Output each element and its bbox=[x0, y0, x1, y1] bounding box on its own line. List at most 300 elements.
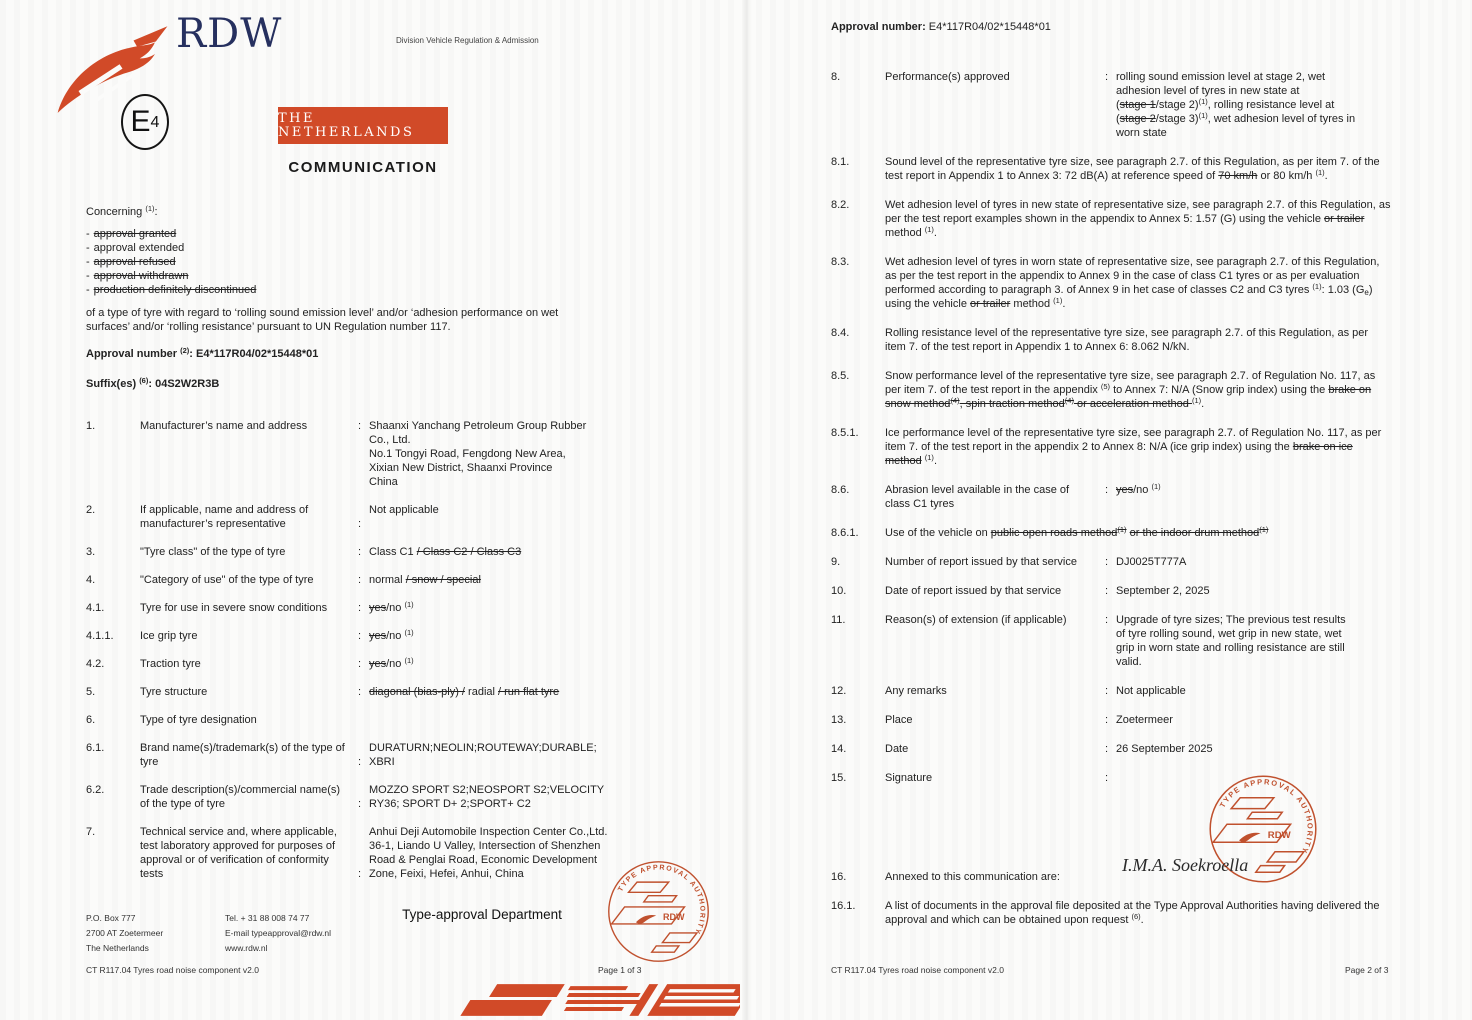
value-text bbox=[369, 433, 411, 447]
colon: : bbox=[358, 868, 362, 880]
text-segment: No.1 Tongyi Road, Fengdong New Area, bbox=[369, 448, 566, 460]
text-segment: Shaanxi Yanchang Petroleum Group Rubber bbox=[369, 420, 587, 432]
text-segment: (1) bbox=[1198, 111, 1208, 120]
text-segment: radial bbox=[465, 686, 499, 698]
netherlands-banner: THE NETHERLANDS bbox=[278, 107, 448, 144]
form-item-4-2 bbox=[86, 657, 700, 671]
text-segment: of tyre rolling sound, wet grip in new state, wet bbox=[1116, 628, 1342, 640]
text-segment: (1) bbox=[1053, 296, 1063, 305]
item-number: 6.1. bbox=[86, 742, 105, 754]
item-label: Tyre structure bbox=[140, 686, 208, 698]
text-segment: (1) bbox=[1312, 282, 1322, 291]
value-text bbox=[369, 475, 398, 489]
doc-code: CT R117.04 Tyres road noise component v2.0 bbox=[86, 965, 259, 975]
value-line bbox=[1105, 655, 1393, 669]
text-segment: Class C1 bbox=[369, 546, 417, 558]
value-line bbox=[358, 601, 700, 615]
text-segment: . bbox=[1201, 398, 1205, 410]
item-number: 6. bbox=[86, 714, 96, 726]
text-segment: (4) bbox=[1064, 396, 1074, 405]
value-text bbox=[1116, 555, 1186, 569]
text-segment: yes bbox=[369, 630, 387, 642]
value-line bbox=[358, 797, 700, 811]
text-segment: Zoetermeer bbox=[1116, 714, 1173, 726]
colon: : bbox=[358, 756, 362, 768]
value-text bbox=[369, 629, 414, 643]
text-segment: normal bbox=[369, 574, 406, 586]
text-segment: 26 September 2025 bbox=[1116, 743, 1213, 755]
page1-content bbox=[86, 205, 700, 895]
text-segment: or 80 km/h bbox=[1257, 170, 1316, 182]
value-text bbox=[369, 447, 566, 461]
division-text: Division Vehicle Regulation & Admission bbox=[396, 36, 539, 45]
footer-line: The Netherlands bbox=[86, 943, 149, 953]
form-item-11 bbox=[831, 613, 1393, 669]
item-paragraph bbox=[885, 198, 1391, 240]
form-item-8-5 bbox=[831, 369, 1393, 411]
text-segment: diagonal (bias-ply) / bbox=[369, 686, 465, 698]
value-line bbox=[358, 783, 700, 797]
form-item-4 bbox=[86, 573, 700, 587]
text-segment: (1) bbox=[404, 628, 414, 637]
text-segment: (1) bbox=[924, 453, 934, 462]
concerning-item-text: approval extended bbox=[93, 242, 185, 254]
intro-paragraph: of a type of tyre with regard to ‘rolling sound emission level’ and/or ‘adhesion performance on wet surfaces’ and/or ‘rolling resistance’ pursuant to UN Regulation number 117. bbox=[86, 307, 559, 333]
form-item-6-2 bbox=[86, 783, 700, 811]
item-value bbox=[358, 783, 700, 811]
colon: : bbox=[358, 630, 362, 642]
item-number: 4.2. bbox=[86, 658, 105, 670]
form-item-8-6 bbox=[831, 483, 1393, 511]
text-segment: (1) bbox=[1117, 525, 1127, 534]
concerning-item bbox=[86, 255, 700, 269]
page-number: Page 1 of 3 bbox=[598, 965, 642, 975]
value-text bbox=[1116, 112, 1355, 126]
item-number: 16. bbox=[831, 871, 847, 883]
value-line bbox=[1105, 483, 1393, 497]
text-segment: China bbox=[369, 476, 398, 488]
value-text bbox=[369, 503, 439, 517]
text-segment: DURATURN;NEOLIN;ROUTEWAY;DURABLE; bbox=[369, 742, 597, 754]
page-2 bbox=[748, 0, 1472, 1020]
footer-contact bbox=[225, 911, 331, 956]
colon: : bbox=[1105, 484, 1109, 496]
item-value bbox=[1105, 483, 1393, 511]
text-segment: (4) bbox=[950, 396, 960, 405]
form-item-12 bbox=[831, 684, 1393, 698]
text-segment: MOZZO SPORT S2;NEOSPORT S2;VELOCITY bbox=[369, 784, 605, 796]
item-number: 8.6. bbox=[831, 484, 850, 496]
text-segment: method bbox=[1010, 298, 1054, 310]
value-line bbox=[1105, 627, 1393, 641]
form-item-13 bbox=[831, 713, 1393, 727]
value-line bbox=[358, 573, 700, 587]
value-text bbox=[1116, 98, 1334, 112]
stamp-rdw-label: RDW bbox=[663, 911, 685, 922]
item-number: 15. bbox=[831, 772, 847, 784]
text-segment: /stage 3) bbox=[1155, 113, 1199, 125]
text-segment: (1) bbox=[924, 225, 934, 234]
item-value bbox=[358, 419, 700, 489]
item-label: Date bbox=[885, 743, 909, 755]
item-number: 1. bbox=[86, 420, 96, 432]
text-segment: (6) bbox=[1131, 912, 1141, 921]
concerning-item bbox=[86, 227, 700, 241]
item-label: Traction tyre bbox=[140, 658, 201, 670]
text-segment: valid. bbox=[1116, 656, 1142, 668]
text-segment: (1) bbox=[1259, 525, 1269, 534]
text-segment: e bbox=[1364, 288, 1369, 297]
item-paragraph bbox=[885, 326, 1391, 354]
form-item-8-6-1 bbox=[831, 526, 1393, 540]
item-number: 6.2. bbox=[86, 784, 105, 796]
item-label: Type of tyre designation bbox=[140, 714, 257, 726]
concerning-list bbox=[86, 227, 700, 297]
text-segment: ( bbox=[1116, 99, 1120, 111]
concerning-item-text: production definitely discontinued bbox=[93, 284, 257, 296]
text-segment: / Class C2 / Class C3 bbox=[416, 546, 522, 558]
form-item-6 bbox=[86, 713, 700, 727]
value-line bbox=[358, 629, 700, 643]
e4-approval-mark bbox=[121, 94, 169, 150]
colon: : bbox=[1105, 772, 1109, 784]
value-text bbox=[1116, 627, 1342, 641]
value-line bbox=[358, 741, 700, 755]
concerning-item bbox=[86, 269, 700, 283]
item-number: 8.1. bbox=[831, 156, 850, 168]
value-line bbox=[358, 839, 700, 853]
text-segment: Zone, Feixi, Hefei, Anhui, China bbox=[369, 868, 524, 880]
list-dash: - bbox=[86, 228, 90, 240]
text-segment: Road & Penglai Road, Economic Development bbox=[369, 854, 598, 866]
text-segment: , rolling resistance level at bbox=[1207, 99, 1335, 111]
text-segment: Ice performance level of the representative tyre size, see paragraph 2.7. of Regulation No. 117, as per item 7. of the test report in the appendix 2 to Annex 8: N/A (ice grip index) using the bbox=[885, 427, 1382, 453]
value-line bbox=[1105, 613, 1393, 627]
value-text bbox=[369, 545, 521, 559]
text-segment: adhesion level of tyres in new state at bbox=[1116, 85, 1300, 97]
text-segment: / snow / special bbox=[405, 574, 481, 586]
item-number: 13. bbox=[831, 714, 847, 726]
item-label: Signature bbox=[885, 772, 933, 784]
value-text bbox=[1116, 742, 1213, 756]
text-segment: Xixian New District, Shaanxi Province bbox=[369, 462, 553, 474]
footer-line: Tel. + 31 88 008 74 77 bbox=[225, 913, 310, 923]
text-segment: XBRI bbox=[369, 756, 395, 768]
text-segment: / run flat tyre bbox=[498, 686, 560, 698]
item-label: Reason(s) of extension (if applicable) bbox=[885, 614, 1067, 626]
value-text bbox=[1116, 126, 1167, 140]
value-text bbox=[1116, 655, 1142, 669]
value-text bbox=[369, 853, 597, 867]
text-segment: or the indoor drum method bbox=[1129, 527, 1260, 539]
text-segment: (1) bbox=[1151, 482, 1161, 491]
text-segment: DJ0025T777A bbox=[1116, 556, 1187, 568]
colon: : bbox=[358, 602, 362, 614]
form-item-6-1 bbox=[86, 741, 700, 769]
item-value bbox=[358, 545, 700, 559]
item-number: 8. bbox=[831, 71, 841, 83]
value-line bbox=[1105, 126, 1393, 140]
item-value bbox=[358, 629, 700, 643]
text-segment: . bbox=[1324, 170, 1328, 182]
value-line bbox=[1105, 555, 1393, 569]
colon: : bbox=[358, 574, 362, 586]
concerning-heading bbox=[86, 205, 700, 219]
item-label: Date of report issued by that service bbox=[885, 585, 1062, 597]
value-line bbox=[1105, 84, 1393, 98]
item-number: 5. bbox=[86, 686, 96, 698]
text-segment: ( bbox=[1116, 113, 1120, 125]
item-value bbox=[358, 601, 700, 615]
rdw-logotype: RDW bbox=[176, 11, 283, 57]
item-paragraph bbox=[885, 899, 1391, 927]
value-line bbox=[1105, 742, 1393, 756]
item-value bbox=[1105, 742, 1393, 756]
form-item-8-2 bbox=[831, 198, 1393, 240]
colon: : bbox=[1105, 585, 1109, 597]
text-segment: : 04S2W2R3B bbox=[148, 378, 220, 390]
text-segment: (1) bbox=[145, 204, 155, 213]
text-segment: to Annex 7: N/A (Snow grip index) using the bbox=[1110, 384, 1329, 396]
form-item-8-5-1 bbox=[831, 426, 1393, 468]
text-segment: public open roads method bbox=[990, 527, 1118, 539]
text-segment: Suffix(es) bbox=[86, 378, 140, 390]
list-dash: - bbox=[86, 256, 90, 268]
text-segment: (1) bbox=[1198, 97, 1208, 106]
e4-number: 4 bbox=[150, 114, 160, 131]
text-segment: . bbox=[933, 227, 937, 239]
value-text bbox=[369, 825, 607, 839]
item-label: Number of report issued by that service bbox=[885, 556, 1077, 568]
colon: : bbox=[1105, 714, 1109, 726]
value-line bbox=[358, 419, 700, 433]
text-segment: yes bbox=[369, 602, 387, 614]
text-segment: (1) bbox=[404, 656, 414, 665]
text-segment: , spin traction method bbox=[959, 398, 1065, 410]
list-dash: - bbox=[86, 284, 90, 296]
approval-number-line bbox=[86, 347, 700, 361]
item-value bbox=[1105, 70, 1393, 140]
item-label: Trade description(s)/commercial name(s) of the type of tyre bbox=[140, 784, 341, 810]
item-label: Manufacturer’s name and address bbox=[140, 420, 308, 432]
item-number: 12. bbox=[831, 685, 847, 697]
colon: : bbox=[358, 546, 362, 558]
colon: : bbox=[358, 658, 362, 670]
item-paragraph bbox=[885, 369, 1391, 411]
item-value bbox=[1105, 684, 1393, 698]
form-item-8-1 bbox=[831, 155, 1393, 183]
value-text bbox=[1116, 713, 1173, 727]
value-text bbox=[369, 461, 552, 475]
text-segment: brake on ice method bbox=[885, 441, 1353, 467]
value-line bbox=[1105, 684, 1393, 698]
text-segment: : bbox=[154, 206, 158, 218]
text-segment: (1) bbox=[1315, 168, 1325, 177]
form-item-4-1-1 bbox=[86, 629, 700, 643]
colon: : bbox=[358, 420, 362, 432]
item-value bbox=[358, 503, 700, 531]
footer-line: 2700 AT Zoetermeer bbox=[86, 928, 164, 938]
type-approval-stamp bbox=[602, 855, 715, 968]
item-number: 14. bbox=[831, 743, 847, 755]
text-segment: E4*117R04/02*15448*01 bbox=[928, 21, 1051, 33]
text-segment: Co., Ltd. bbox=[369, 434, 411, 446]
footer-line: www.rdw.nl bbox=[225, 943, 268, 953]
text-segment: Concerning bbox=[86, 206, 146, 218]
item-number: 4. bbox=[86, 574, 96, 586]
text-segment: or trailer bbox=[1324, 213, 1365, 225]
item-value bbox=[358, 657, 700, 671]
item-number: 4.1. bbox=[86, 602, 105, 614]
form-item-9 bbox=[831, 555, 1393, 569]
text-segment: (5) bbox=[1100, 382, 1111, 391]
concerning-item-text: approval refused bbox=[93, 256, 176, 268]
value-line bbox=[1105, 70, 1393, 84]
doc-code: CT R117.04 Tyres road noise component v2.0 bbox=[831, 965, 1004, 975]
item-number: 11. bbox=[831, 614, 846, 626]
text-segment: Not applicable bbox=[1116, 685, 1186, 697]
value-text bbox=[369, 601, 414, 615]
item-number: 9. bbox=[831, 556, 841, 568]
text-segment: Wet adhesion level of tyres in worn state of representative size, see paragraph 2.7. of this Regulation, as per the test report in the appendix to Annex 9 in the case of class C1 tyres or as per evaluation performed according to paragraph 3. of Annex 9 in het case of classes C2 and C3 tyres bbox=[885, 256, 1380, 296]
page1-items bbox=[86, 419, 700, 881]
item-number: 8.4. bbox=[831, 327, 850, 339]
communication-title: COMMUNICATION bbox=[288, 159, 438, 176]
value-line bbox=[1105, 98, 1393, 112]
item-number: 8.3. bbox=[831, 256, 850, 268]
item-label: Technical service and, where applicable, test laboratory approved for purposes of approval or of verification of conformity tests bbox=[140, 826, 337, 880]
value-line bbox=[358, 461, 700, 475]
value-text bbox=[369, 657, 414, 671]
value-line bbox=[1105, 641, 1393, 655]
text-segment: 36-1, Liando U Valley, Intersection of Shenzhen bbox=[369, 840, 601, 852]
text-segment: ) using the vehicle bbox=[885, 284, 1373, 310]
item-value bbox=[358, 713, 700, 727]
department-label: Type-approval Department bbox=[402, 907, 562, 922]
item-label: Performance(s) approved bbox=[885, 71, 1010, 83]
text-segment: rolling sound emission level at stage 2, wet bbox=[1116, 71, 1326, 83]
concerning-item bbox=[86, 283, 700, 297]
item-paragraph bbox=[885, 155, 1391, 183]
value-line bbox=[358, 755, 700, 769]
colon: : bbox=[1105, 614, 1109, 626]
text-segment: worn state bbox=[1116, 127, 1167, 139]
value-text bbox=[369, 573, 481, 587]
text-segment: , wet adhesion level of tyres in bbox=[1207, 113, 1356, 125]
item-label: Ice grip tyre bbox=[140, 630, 198, 642]
text-segment: Approval number bbox=[86, 348, 181, 360]
item-number: 4.1.1. bbox=[86, 630, 114, 642]
item-value bbox=[1105, 555, 1393, 569]
rdw-speed-stripes-graphic bbox=[392, 982, 740, 1020]
signature-name: I.M.A. Soekroella bbox=[1122, 855, 1249, 875]
text-segment: Rolling resistance level of the representative tyre size, see paragraph 2.7. of this Regulation, as per item 7. of the test report in Appendix 1 to Annex 6: 8.062 N/kN. bbox=[885, 327, 1369, 353]
item-paragraph bbox=[885, 426, 1391, 468]
item-number: 8.5.1. bbox=[831, 427, 859, 439]
item-value bbox=[358, 685, 700, 699]
text-segment: (1) bbox=[1191, 396, 1202, 405]
item-value bbox=[358, 573, 700, 587]
colon: : bbox=[358, 686, 362, 698]
value-text bbox=[369, 783, 604, 797]
text-segment: brake on snow method bbox=[885, 384, 1372, 410]
text-segment: /no bbox=[386, 630, 405, 642]
item-number: 8.5. bbox=[831, 370, 850, 382]
value-line bbox=[358, 545, 700, 559]
form-item-16-1 bbox=[831, 899, 1393, 927]
text-segment: September 2, 2025 bbox=[1116, 585, 1210, 597]
text-segment: /no bbox=[386, 658, 405, 670]
text-segment: Upgrade of tyre sizes; The previous test results bbox=[1116, 614, 1346, 626]
item-label: "Tyre class" of the type of tyre bbox=[140, 546, 286, 558]
text-segment: /stage 2) bbox=[1155, 99, 1199, 111]
text-segment: (1) bbox=[404, 600, 414, 609]
text-segment: Not applicable bbox=[369, 504, 439, 516]
text-segment: Approval number: bbox=[831, 21, 929, 33]
concerning-item bbox=[86, 241, 700, 255]
item-number: 8.6.1. bbox=[831, 527, 859, 539]
item-number: 8.2. bbox=[831, 199, 850, 211]
value-text bbox=[369, 419, 586, 433]
text-segment: Anhui Deji Automobile Inspection Center Co.,Ltd. bbox=[369, 826, 608, 838]
colon: : bbox=[1105, 71, 1109, 83]
text-segment: /no bbox=[1133, 484, 1152, 496]
text-segment: /no bbox=[386, 602, 405, 614]
value-line bbox=[1105, 584, 1393, 598]
text-segment: stage 2 bbox=[1119, 113, 1156, 125]
value-text bbox=[369, 867, 524, 881]
value-text bbox=[369, 797, 531, 811]
value-line bbox=[358, 475, 700, 489]
form-item-8-3 bbox=[831, 255, 1393, 311]
item-value bbox=[1105, 584, 1393, 598]
form-item-5 bbox=[86, 685, 700, 699]
value-text bbox=[1116, 84, 1299, 98]
value-line bbox=[358, 657, 700, 671]
text-segment: Snow performance level of the representative tyre size, see paragraph 2.7. of Regulation No. 117, as per item 7. of the test report in the appendix bbox=[885, 370, 1376, 396]
text-segment: . bbox=[1062, 298, 1066, 310]
concerning-item-text: approval withdrawn bbox=[93, 270, 189, 282]
form-item-1 bbox=[86, 419, 700, 489]
text-segment: . bbox=[1140, 914, 1144, 926]
text-segment: or acceleration method bbox=[1073, 398, 1192, 410]
value-line bbox=[358, 503, 700, 517]
approval-number-header bbox=[831, 20, 1051, 34]
colon: : bbox=[358, 518, 362, 530]
value-text bbox=[1116, 70, 1325, 84]
value-line bbox=[358, 433, 700, 447]
text-segment: Wet adhesion level of tyres in new state of representative size, see paragraph 2.7. of this Regulation, as per the test report examples shown in the appendix to Annex 5: 1.57 (G) using the vehicle bbox=[885, 199, 1391, 225]
colon: : bbox=[1105, 685, 1109, 697]
item-label: Brand name(s)/trademark(s) of the type of tyre bbox=[140, 742, 345, 768]
text-segment: (2) bbox=[180, 346, 190, 355]
item-value bbox=[358, 741, 700, 769]
text-segment: Use of the vehicle on bbox=[885, 527, 991, 539]
suffix-line bbox=[86, 377, 700, 391]
stamp-ring-text: TYPE APPROVAL AUTHORITY bbox=[617, 864, 706, 936]
text-segment: stage 1 bbox=[1119, 99, 1156, 111]
value-line bbox=[358, 685, 700, 699]
colon: : bbox=[1105, 743, 1109, 755]
item-number: 2. bbox=[86, 504, 96, 516]
value-text bbox=[369, 839, 600, 853]
text-segment: A list of documents in the approval file deposited at the Type Approval Authorities having delivered the approval and which can be obtained upon request bbox=[885, 900, 1380, 926]
text-segment: or trailer bbox=[970, 298, 1011, 310]
text-segment: . bbox=[933, 455, 937, 467]
value-text bbox=[1116, 483, 1161, 497]
item-label: Tyre for use in severe snow conditions bbox=[140, 602, 328, 614]
concerning-item-text: approval granted bbox=[93, 228, 177, 240]
